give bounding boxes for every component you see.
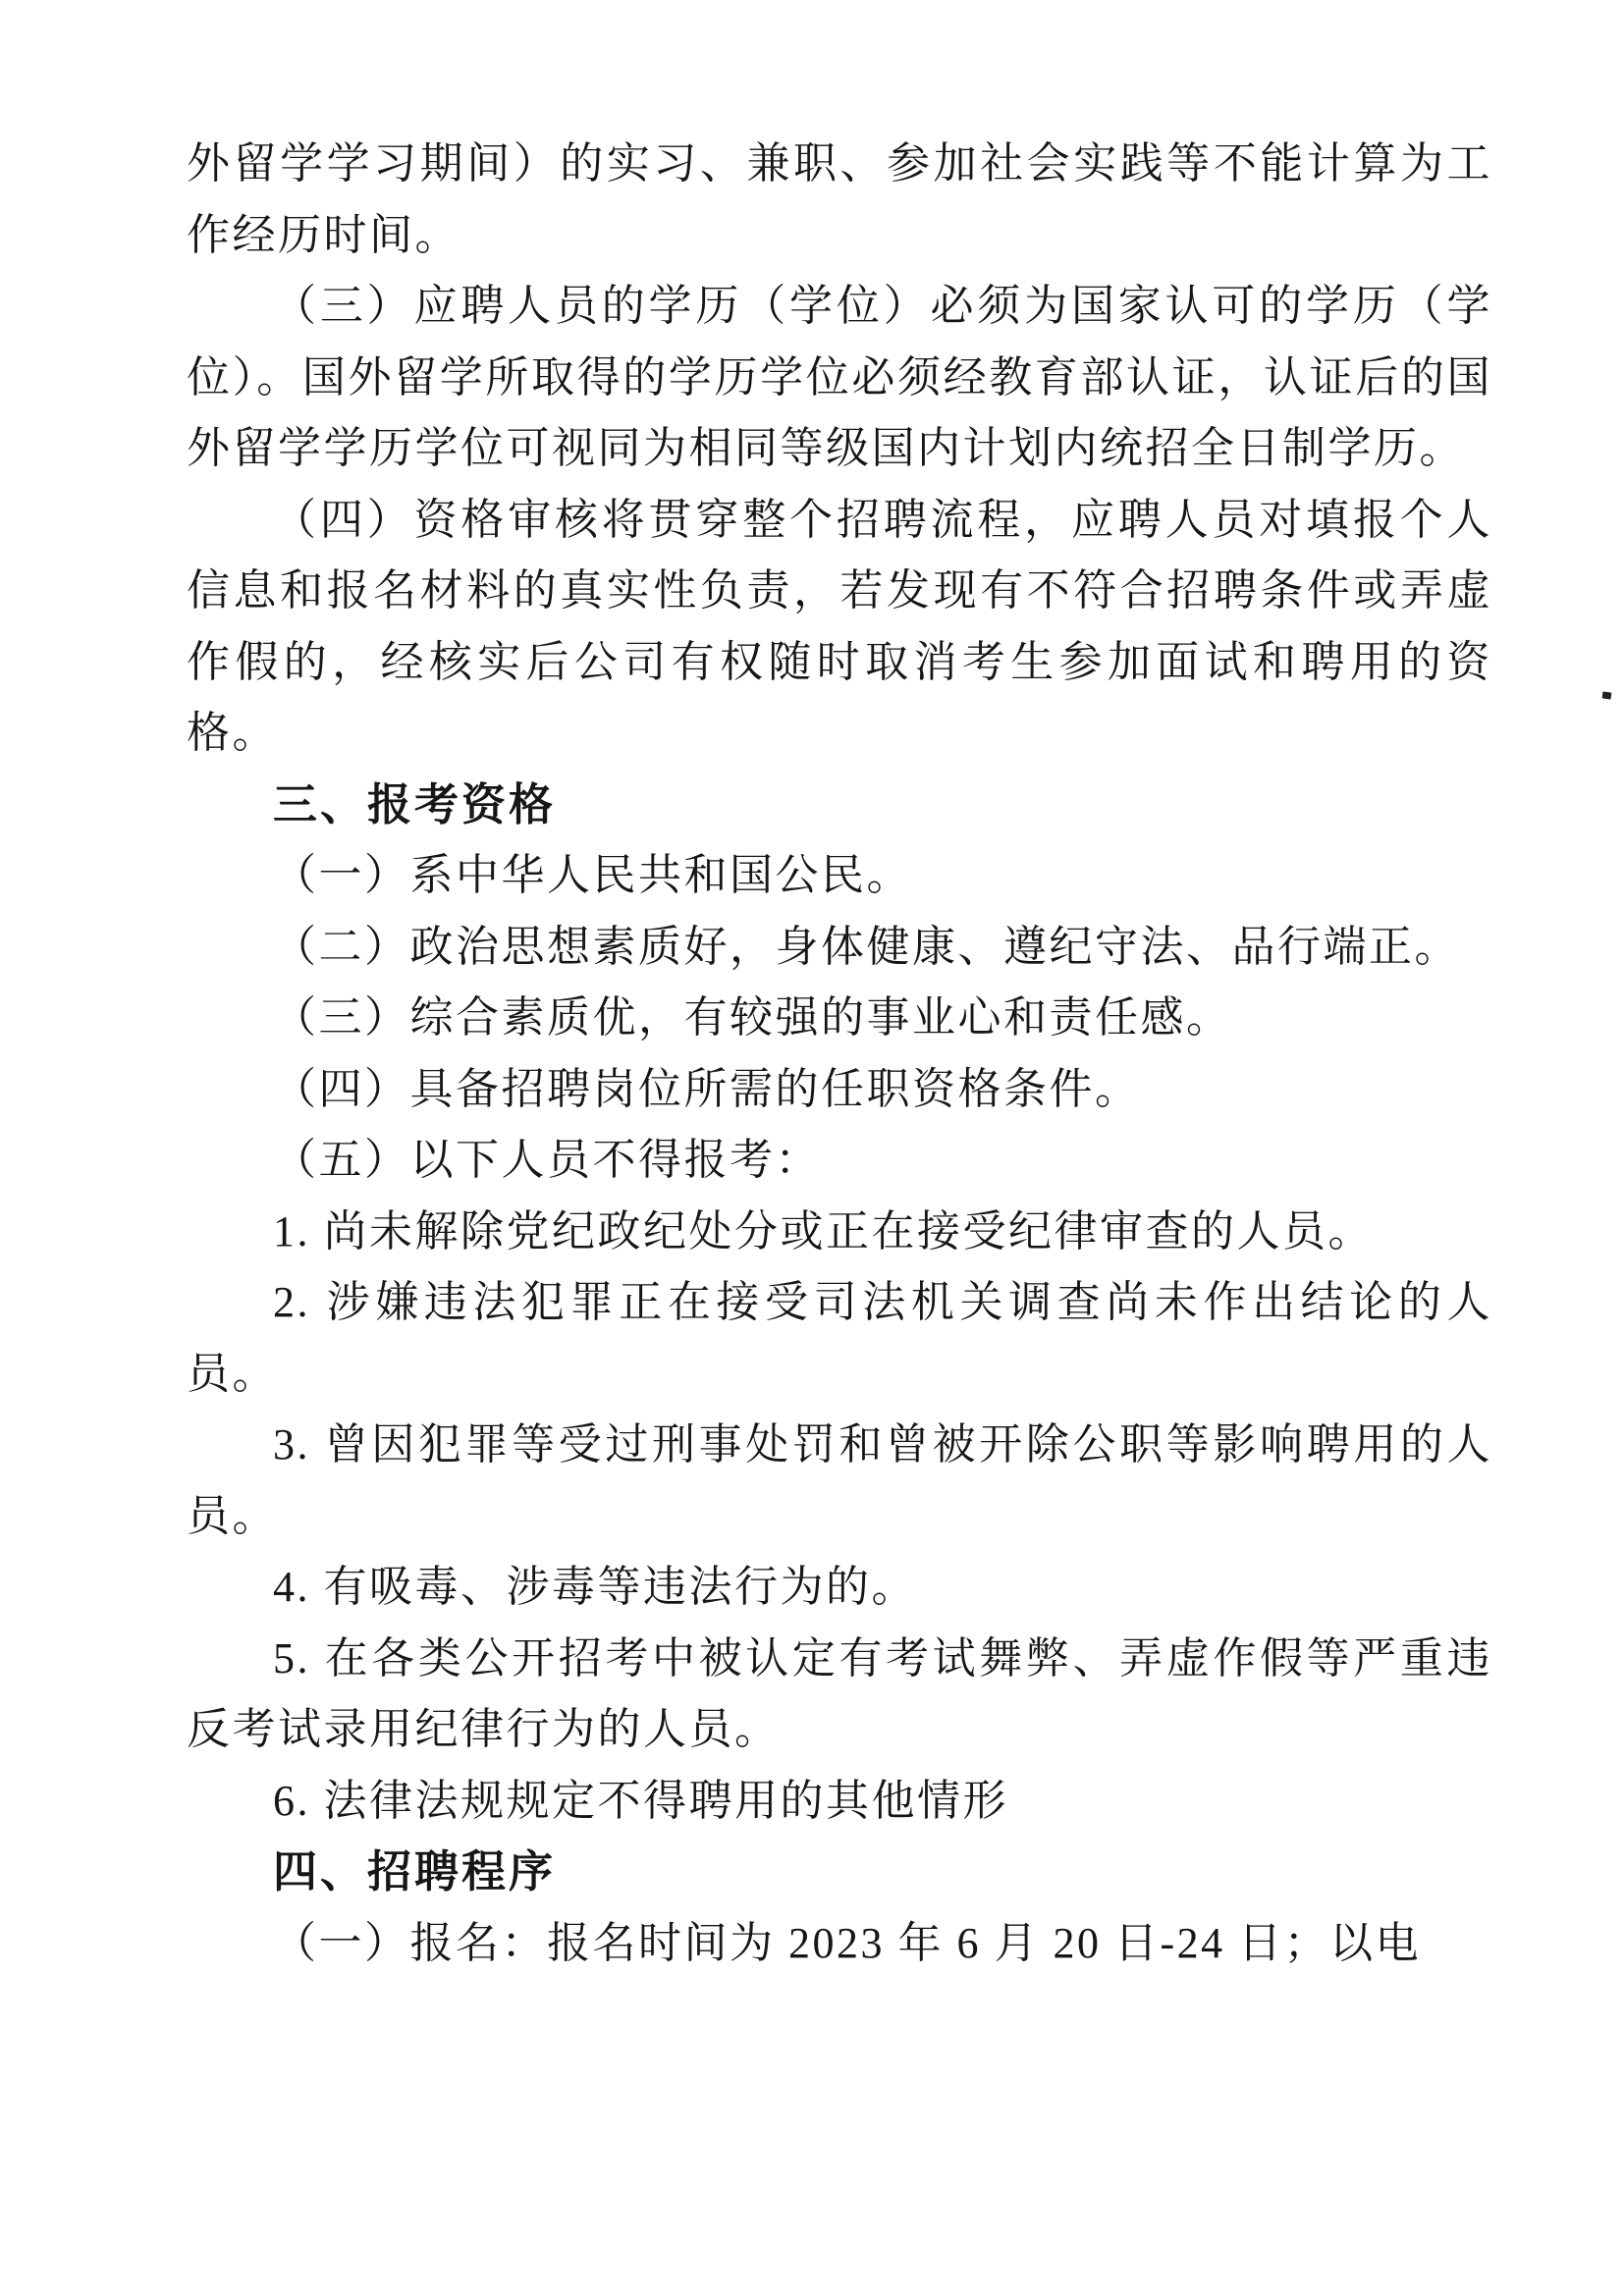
document-body: [187, 129, 1492, 1979]
paragraph: （三）综合素质优，有较强的事业心和责任感。: [273, 993, 1232, 1041]
ink-speck: [1602, 691, 1612, 699]
section-heading: 四、招聘程序: [273, 1846, 557, 1896]
paragraph: （五）以下人员不得报考：: [273, 1136, 821, 1184]
paragraph: 外留学学习期间）的实习、兼职、参加社会实践等不能计算为工作经历时间。: [187, 139, 1492, 259]
paragraph: （四）具备招聘岗位所需的任职资格条件。: [273, 1064, 1141, 1113]
paragraph: 2. 涉嫌违法犯罪正在接受司法机关调查尚未作出结论的人员。: [187, 1278, 1492, 1398]
paragraph: 5. 在各类公开招考中被认定有考试舞弊、弄虚作假等严重违反考试录用纪律行为的人员。: [187, 1633, 1492, 1753]
paragraph: （四）资格审核将贯穿整个招聘流程，应聘人员对填报个人信息和报名材料的真实性负责，若发现有不符合招聘条件或弄虚作假的，经核实后公司有权随时取消考生参加面试和聘用的资格。: [187, 495, 1492, 757]
paragraph: 4. 有吸毒、涉毒等违法行为的。: [273, 1563, 917, 1611]
paragraph: （一）系中华人民共和国公民。: [273, 851, 912, 899]
paragraph: 3. 曾因犯罪等受过刑事处罚和曾被开除公职等影响聘用的人员。: [187, 1420, 1492, 1540]
section-heading: 三、报考资格: [273, 778, 557, 829]
paragraph: 1. 尚未解除党纪政纪处分或正在接受纪律审查的人员。: [273, 1206, 1374, 1255]
paragraph: （三）应聘人员的学历（学位）必须为国家认可的学历（学位）。国外留学所取得的学历学位必须经教育部认证，认证后的国外留学学历学位可视同为相同等级国内计划内统招全日制学历。: [187, 282, 1492, 472]
paragraph: （一）报名：报名时间为 2023 年 6 月 20 日-24 日；以电: [273, 1918, 1422, 1967]
paragraph: 6. 法律法规规定不得聘用的其他情形: [273, 1776, 1008, 1825]
paragraph: （二）政治思想素质好，身体健康、遵纪守法、品行端正。: [273, 922, 1460, 971]
